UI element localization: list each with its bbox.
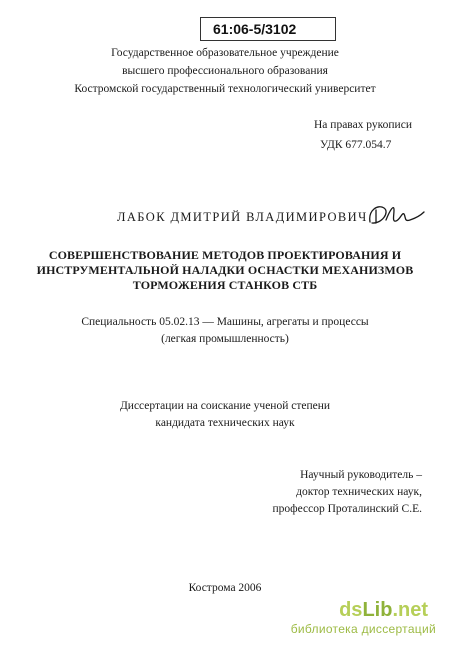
watermark-logo-lib: Lib xyxy=(362,599,393,621)
udc-code: УДК 677.054.7 xyxy=(320,139,392,151)
specialty-line-2: (легкая промышленность) xyxy=(161,333,289,345)
title-line-3: ТОРМОЖЕНИЯ СТАНКОВ СТБ xyxy=(132,278,318,292)
watermark-logo xyxy=(339,599,428,622)
signature xyxy=(364,200,434,230)
supervisor-line-1: Научный руководитель – xyxy=(300,469,422,481)
title-line-2: ИНСТРУМЕНТАЛЬНОЙ НАЛАДКИ ОСНАСТКИ МЕХАНИЗМОВ xyxy=(36,263,414,277)
watermark-subtitle: библиотека диссертаций xyxy=(290,622,436,636)
supervisor-line-3: профессор Проталинский С.Е. xyxy=(272,503,422,515)
author-name: ЛАБОК ДМИТРИЙ ВЛАДИМИРОВИЧ xyxy=(117,210,368,224)
institution-line-1: Государственное образовательное учреждение xyxy=(111,47,339,59)
watermark-logo-ds: ds xyxy=(339,599,363,621)
manuscript-rights: На правах рукописи xyxy=(314,119,412,131)
specialty-line-1: Специальность 05.02.13 — Машины, агрегаты и процессы xyxy=(81,316,369,328)
degree-line-1: Диссертации на соискание ученой степени xyxy=(119,400,331,412)
title-line-1: СОВЕРШЕНСТВОВАНИЕ МЕТОДОВ ПРОЕКТИРОВАНИЯ И xyxy=(48,248,402,262)
watermark-logo-net: .net xyxy=(392,599,428,621)
institution-line-2: высшего профессионального образования xyxy=(122,65,328,77)
supervisor-line-2: доктор технических наук, xyxy=(296,486,422,498)
institution-line-3: Костромской государственный технологический университет xyxy=(74,83,376,95)
archive-stamp-number: 61:06-5/3102 xyxy=(213,21,297,37)
degree-line-2: кандидата технических наук xyxy=(155,417,295,429)
city-year: Кострома 2006 xyxy=(188,582,262,594)
